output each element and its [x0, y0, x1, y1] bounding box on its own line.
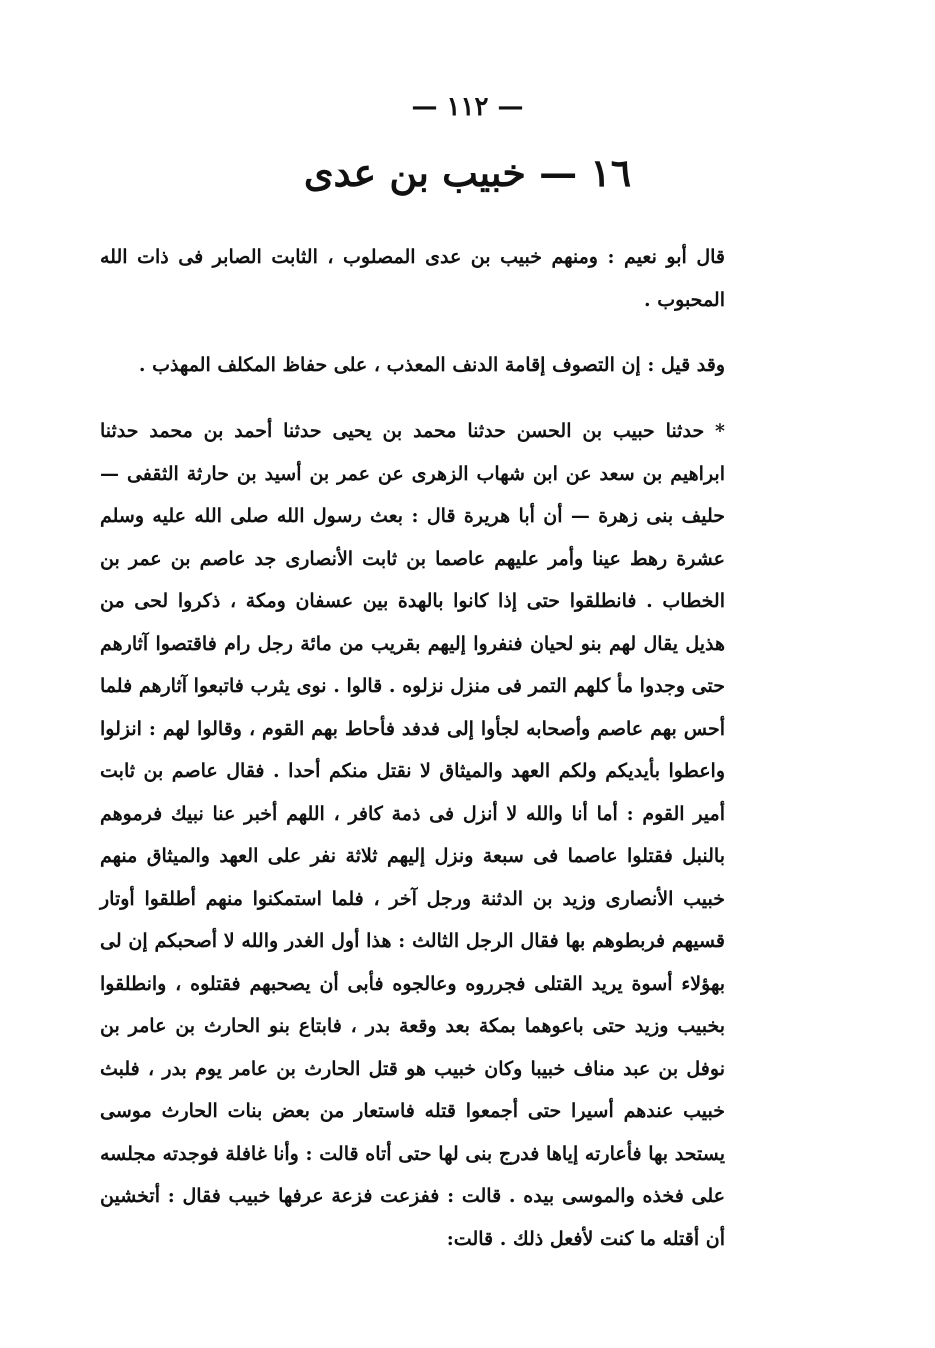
intro-paragraph: قال أبو نعيم : ومنهم خبيب بن عدى المصلوب ، الثابت الصابر فى ذات الله المحبوب . [100, 246, 725, 311]
hadith-paragraph: * حدثنا حبيب بن الحسن حدثنا محمد بن يحيى حدثنا أحمد بن محمد حدثنا ابراهيم بن سعد عن ابن شهاب الزهرى عن عمر بن أسيد بن حارثة الثقفى — حليف بنى زهرة — أن أبا هريرة قال : بعث رسول الله صلى الله عليه وسلم عشرة رهط عينا وأمر عليهم عاصما بن ثابت الأنصارى جد عاصم بن عمر بن الخطاب . فانطلقوا حتى إذا كانوا بالهدة بين عسفان ومكة ، ذكروا لحى من هذيل يقال لهم بنو لحيان فنفروا إليهم بقريب من مائة رجل رام فاقتصوا آثارهم حتى وجدوا مأ كلهم التمر فى منزل نزلوه . قالوا . نوى يثرب فاتبعوا آثارهم فلما أحس بهم عاصم وأصحابه لجأوا إلى فدفد فأحاط بهم القوم ، وقالوا لهم : انزلوا واعطوا بأيديكم ولكم العهد والميثاق لا نقتل منكم أحدا . فقال عاصم بن ثابت أمير القوم : أما أنا والله لا أنزل فى ذمة كافر ، اللهم أخبر عنا نبيك فرموهم بالنبل فقتلوا عاصما فى سبعة ونزل إليهم ثلاثة نفر على العهد والميثاق منهم خبيب الأنصارى وزيد بن الدثنة ورجل آخر ، فلما استمكنوا منهم أطلقوا أوتار قسيهم فربطوهم بها فقال الرجل الثالث : هذا أول الغدر والله لا أصحبكم إن لى بهؤلاء أسوة يريد القتلى فجرروه وعالجوه فأبى أن يصحبهم فقتلوه ، وانطلقوا بخبيب وزيد حتى باعوهما بمكة بعد وقعة بدر ، فابتاع بنو الحارث بن عامر بن نوفل بن عبد مناف خبيبا وكان خبيب هو قتل الحارث بن عامر يوم بدر ، فلبث خبيب عندهم أسيرا حتى أجمعوا قتله فاستعار من بعض بنات الحارث موسى يستحد بها فأعارته إياها فدرج بنى لها حتى أتاه قالت : وأنا غافلة فوجدته مجلسه على فخذه والموسى بيده . قالت : ففزعت فزعة عرفها خبيب فقال : أتخشين أن أقتله ما كنت لأفعل ذلك . قالت: [100, 420, 725, 1250]
quote-paragraph: وقد قيل : إن التصوف إقامة الدنف المعذب ، على حفاظ المكلف المهذب . [138, 354, 725, 376]
page-number: — ١١٢ — [411, 92, 524, 122]
chapter-title: ١٦ — خبيب بن عدى [303, 150, 632, 195]
